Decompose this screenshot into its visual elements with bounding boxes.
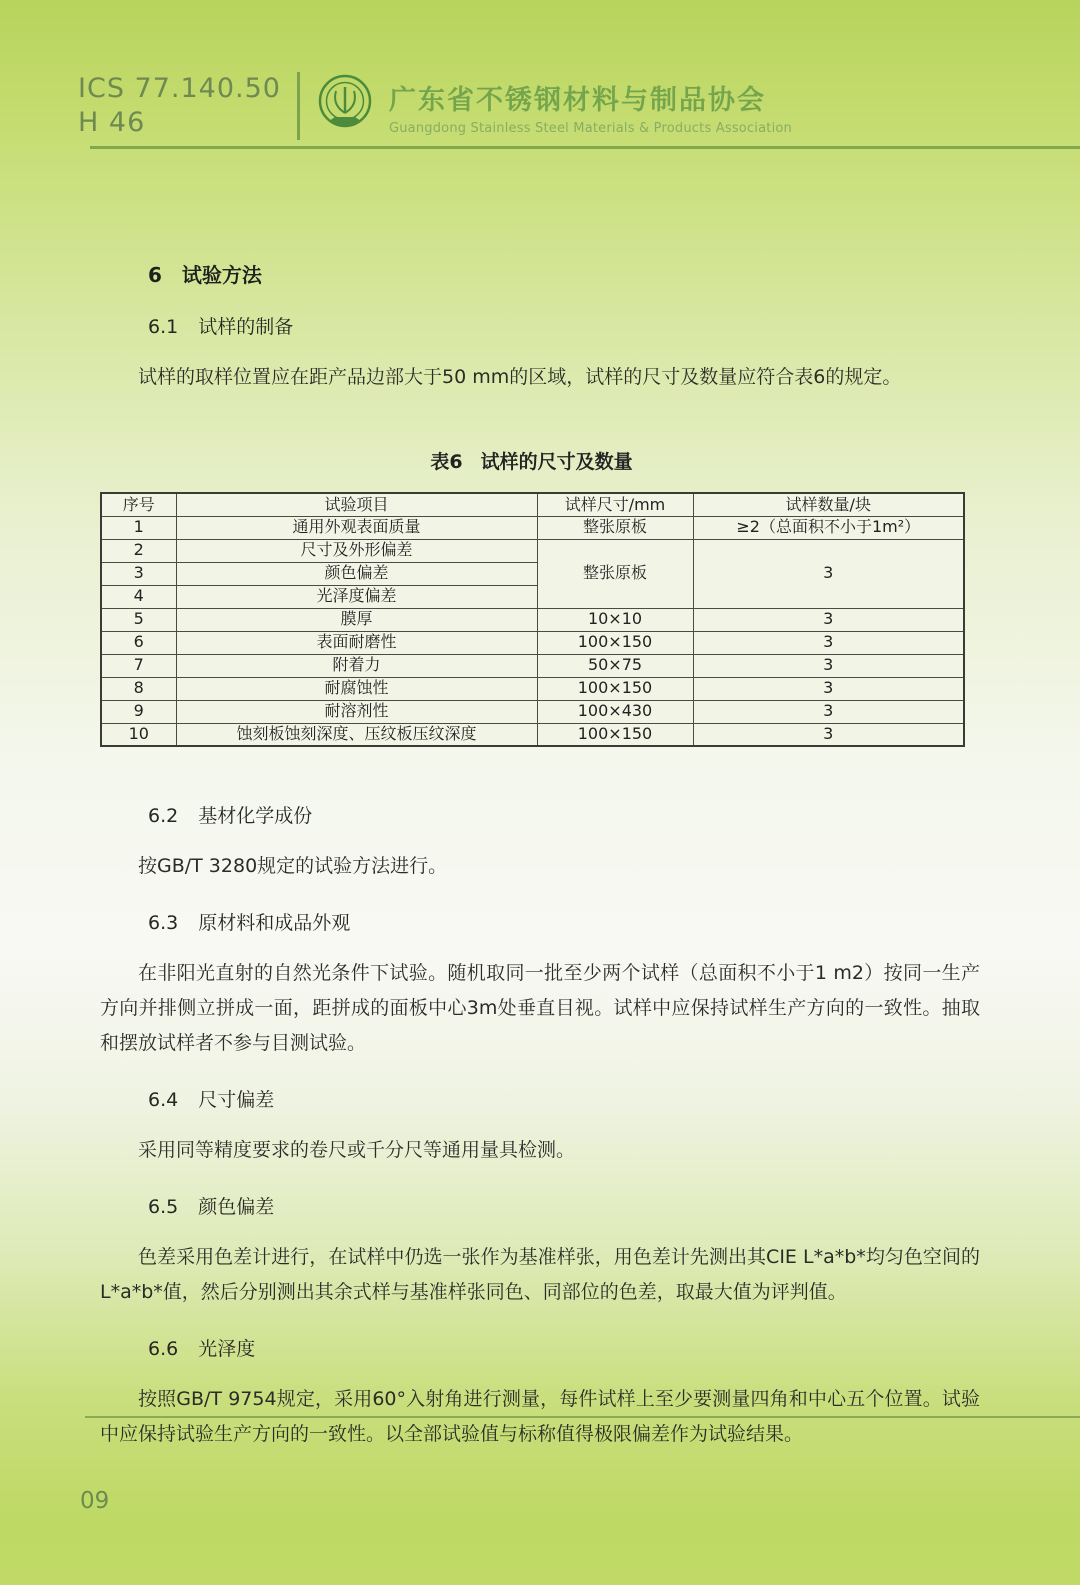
doc-class-code: H 46 [78,107,146,138]
association-name-en: Guangdong Stainless Steel Materials & Products Association [388,121,792,136]
cell-size-merged: 整张原板 [537,539,693,608]
cell-item: 耐腐蚀性 [176,677,537,700]
cell-item: 颜色偏差 [176,562,537,585]
section-title: 试验方法 [181,263,262,287]
specimen-size-quantity-table [100,492,965,747]
cell-qty-merged: 3 [693,539,964,608]
page-number: 09 [80,1488,110,1514]
section-6-6-paragraph: 按照GB/T 9754规定，采用60°入射角进行测量，每件试样上至少要测量四角和中心五个位置。试验中应保持试验生产方向的一致性。以全部试验值与标称值得极限偏差作为试验结果。 [100,1388,980,1445]
table-caption-label: 表6 [430,451,463,473]
cell-item: 通用外观表面质量 [176,516,537,539]
section-6-6-heading [148,1334,980,1361]
section-6-2-paragraph: 按GB/T 3280规定的试验方法进行。 [138,855,448,877]
section-title: 尺寸偏差 [198,1089,275,1111]
ics-classification [78,72,281,140]
cell-no: 8 [101,677,176,700]
cell-size: 100×150 [537,631,693,654]
cell-item: 附着力 [176,654,537,677]
cell-no: 9 [101,700,176,723]
cell-qty: 3 [693,677,964,700]
cell-item: 光泽度偏差 [176,585,537,608]
section-number: 6.1 [148,316,179,338]
header-vertical-divider [297,72,300,140]
cell-no: 4 [101,585,176,608]
section-6-heading [148,259,980,288]
section-title: 基材化学成份 [198,805,313,827]
table-row [101,677,964,700]
cell-no: 10 [101,723,176,746]
cell-no: 5 [101,608,176,631]
association-name [389,76,792,136]
section-6-4-heading [148,1085,980,1112]
page-header [78,72,792,140]
section-6-3-heading [148,908,980,935]
table-header-row [101,493,964,516]
section-number: 6.2 [148,805,179,827]
cell-size: 100×150 [537,723,693,746]
col-header-item: 试验项目 [176,493,537,516]
section-6-1-heading [148,312,980,339]
cell-no: 2 [101,539,176,562]
section-number: 6.6 [148,1338,179,1360]
section-6-5-heading [148,1192,980,1219]
cell-item: 尺寸及外形偏差 [176,539,537,562]
table-caption-title: 试样的尺寸及数量 [480,451,633,473]
section-number: 6.3 [148,912,179,934]
cell-item: 膜厚 [176,608,537,631]
cell-qty: 3 [693,608,964,631]
table-row [101,608,964,631]
section-title: 原材料和成品外观 [198,912,351,934]
table-row [101,539,964,562]
footer-rule [85,1416,1080,1418]
cell-no: 3 [101,562,176,585]
ics-code: ICS 77.140.50 [78,73,281,104]
cell-no: 1 [101,516,176,539]
table-row [101,723,964,746]
table-caption [100,447,963,474]
section-number: 6.5 [148,1196,179,1218]
col-header-no: 序号 [101,493,176,516]
section-title: 颜色偏差 [198,1196,275,1218]
section-6-5-paragraph: 色差采用色差计进行，在试样中仍选一张作为基准样张，用色差计先测出其CIE L*a*b*均匀色空间的L*a*b*值，然后分别测出其余式样与基准样张同色、同部位的色差，取最大值为评判值。 [100,1246,980,1303]
section-title: 试样的制备 [198,316,294,338]
section-number: 6.4 [148,1089,179,1111]
cell-size: 整张原板 [537,516,693,539]
cell-qty: 3 [693,723,964,746]
section-number: 6 [148,263,162,287]
col-header-size: 试样尺寸/mm [537,493,693,516]
section-title: 光泽度 [198,1338,256,1360]
table-row [101,516,964,539]
cell-qty: 3 [693,654,964,677]
col-header-qty: 试样数量/块 [693,493,964,516]
document-body [100,149,980,1452]
association-emblem-icon [313,73,377,139]
table-row [101,700,964,723]
cell-size: 100×150 [537,677,693,700]
section-6-2-heading [148,801,980,828]
cell-size: 50×75 [537,654,693,677]
cell-item: 蚀刻板蚀刻深度、压纹板压纹深度 [176,723,537,746]
cell-item: 表面耐磨性 [176,631,537,654]
cell-no: 7 [101,654,176,677]
section-6-3-paragraph: 在非阳光直射的自然光条件下试验。随机取同一批至少两个试样（总面积不小于1 m2）按同一生产方向并排侧立拼成一面，距拼成的面板中心3m处垂直目视。试样中应保持试样生产方向的一致性。抽取和摆放试样者不参与目测试验。 [100,962,980,1054]
section-6-4-paragraph: 采用同等精度要求的卷尺或千分尺等通用量具检测。 [138,1139,576,1161]
section-6-1-paragraph: 试样的取样位置应在距产品边部大于50 mm的区域，试样的尺寸及数量应符合表6的规定。 [138,366,902,388]
cell-size: 10×10 [537,608,693,631]
table-row [101,654,964,677]
table-row [101,631,964,654]
cell-size: 100×430 [537,700,693,723]
cell-qty: 3 [693,700,964,723]
cell-no: 6 [101,631,176,654]
association-name-cn: 广东省不锈钢材料与制品协会 [388,85,766,116]
cell-qty: 3 [693,631,964,654]
cell-item: 耐溶剂性 [176,700,537,723]
cell-qty: ≥2（总面积不小于1m²） [693,516,964,539]
